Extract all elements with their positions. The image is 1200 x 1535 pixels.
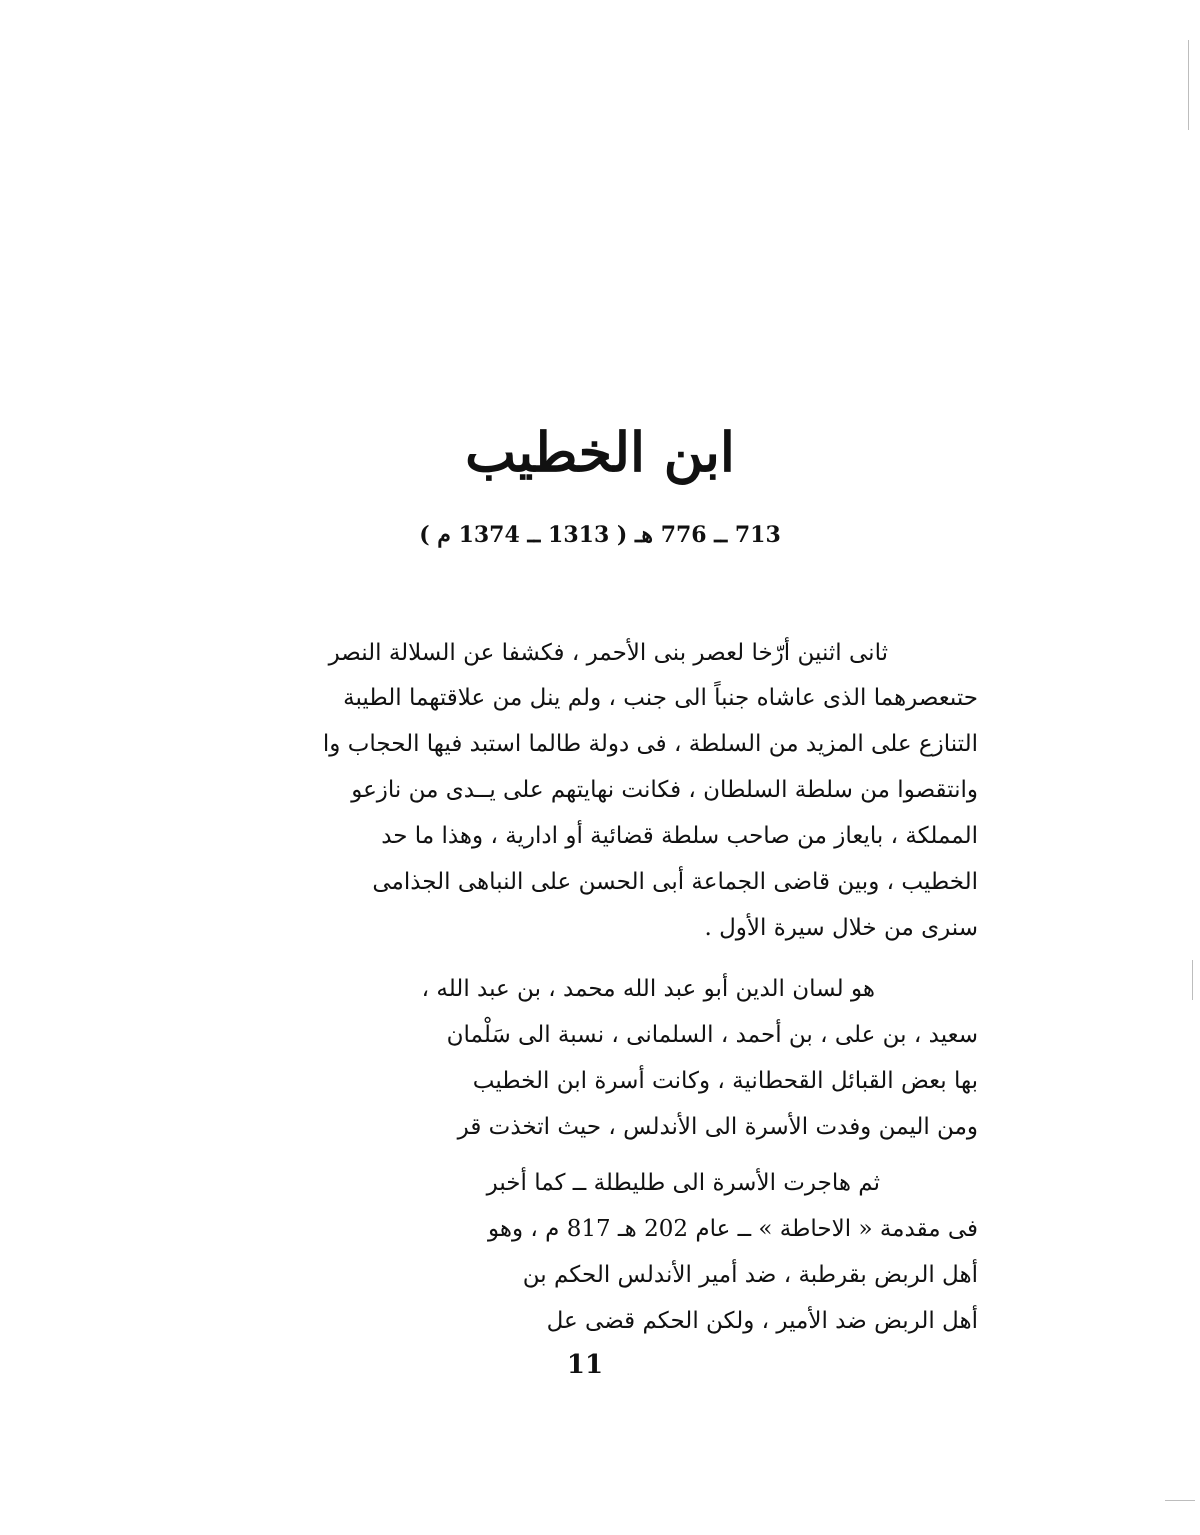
scan-edge-mark [1188,40,1189,130]
text-line: ومن اليمن وفدت الأسرة الى الأندلس ، حيث اتخذت قر [457,1114,978,1140]
text-line: وانتقصوا من سلطة السلطان ، فكانت نهايتهم على يــدى من نازعو [351,777,978,803]
life-dates: 713 ــ 776 هـ ( 1313 ــ 1374 م ) [419,522,781,548]
text-line: ثانى اثنين أرّخا لعصر بنى الأحمر ، فكشفا عن السلالة النصر [328,640,888,666]
text-line: أهل الربض بقرطبة ، ضد أمير الأندلس الحكم بن [522,1262,978,1288]
text-line: سعيد ، بن على ، بن أحمد ، السلمانى ، نسبة الى سَلْمان [446,1022,978,1048]
text-line: سنرى من خلال سيرة الأول . [704,915,978,941]
text-line: فى مقدمة « الاحاطة » ــ عام 202 هـ 817 م ، وهو [487,1216,978,1242]
text-line: هو لسان الدين أبو عبد الله محمد ، بن عبد الله ، [421,976,875,1002]
text-line: حتىعصرهما الذى عاشاه جنباً الى جنب ، ولم ينل من علاقتهما الطيبة [343,685,978,711]
text-line: الخطيب ، وبين قاضى الجماعة أبى الحسن على النباهى الجذامى [372,869,978,895]
chapter-title: ابن الخطيب [465,420,735,484]
text-line: بها بعض القبائل القحطانية ، وكانت أسرة ابن الخطيب [472,1068,978,1094]
text-line: المملكة ، بايعاز من صاحب سلطة قضائية أو ادارية ، وهذا ما حد [381,823,978,849]
text-line: أهل الربض ضد الأمير ، ولكن الحكم قضى عل [546,1308,978,1334]
scan-edge-mark [1165,1500,1195,1501]
page-number: 11 [566,1350,604,1380]
text-line: التنازع على المزيد من السلطة ، فى دولة طالما استبد فيها الحجاب وا [322,731,978,757]
scan-edge-mark [1192,960,1193,1000]
text-line: ثم هاجرت الأسرة الى طليطلة ــ كما أخبر [486,1170,880,1196]
